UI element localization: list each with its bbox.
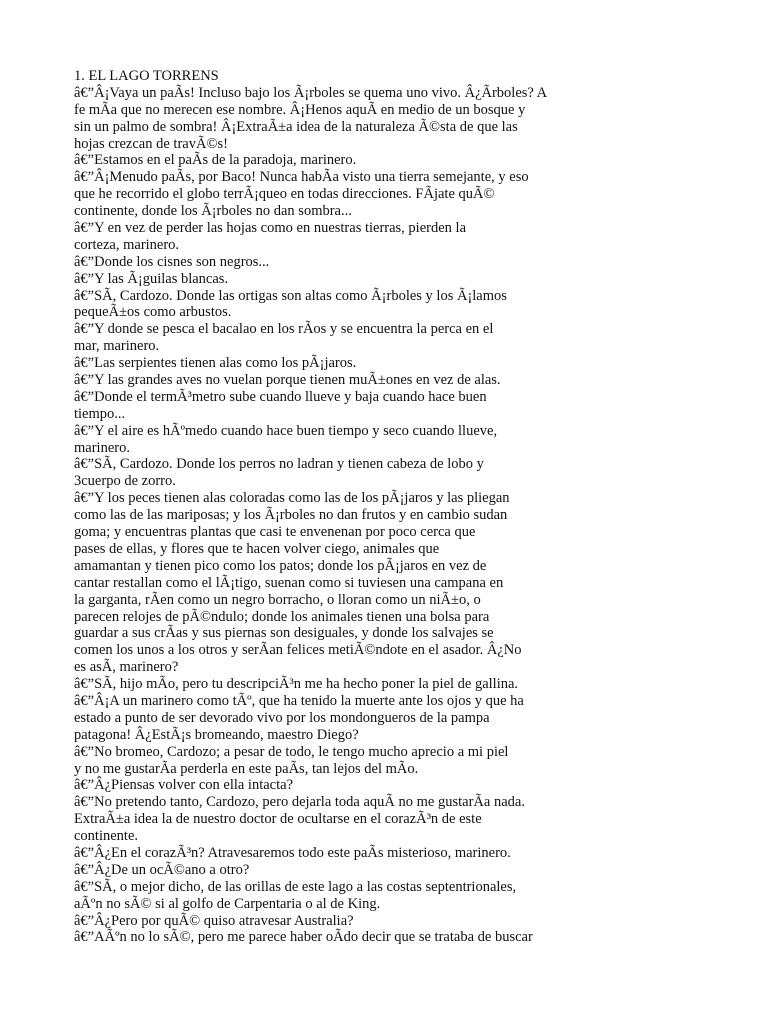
text-line: cantar restallan como el lÃ¡tigo, suenan como si tuviesen una campana en [74, 574, 504, 591]
text-line: â€”Y en vez de perder las hojas como en nuestras tierras, pierden la [74, 220, 467, 237]
text-line: â€”Â¿En el corazÃ³n? Atravesaremos todo este paÃs misterioso, marinero. [74, 844, 511, 861]
text-line: aÃºn no sÃ© si al golfo de Carpentaria o al de King. [74, 895, 381, 912]
text-line: â€”Las serpientes tienen alas como los pÃ¡jaros. [74, 355, 357, 372]
text-line: â€”AÃºn no lo sÃ©, pero me parece haber oÃdo decir que se trataba de buscar [74, 929, 533, 946]
text-line: patagona! Â¿EstÃ¡s bromeando, maestro Diego? [74, 726, 359, 743]
text-line: â€”Y donde se pesca el bacalao en los rÃos y se encuentra la perca en el [74, 321, 494, 338]
text-line: que he recorrido el globo terrÃ¡queo en todas direcciones. FÃjate quÃ© [74, 186, 495, 203]
text-line: mar, marinero. [74, 338, 160, 355]
text-line: â€”SÃ, o mejor dicho, de las orillas de este lago a las costas septentrionales, [74, 878, 517, 895]
text-line: pases de ellas, y flores que te hacen volver ciego, animales que [74, 540, 440, 557]
document-text [74, 68, 594, 946]
text-line: â€”Â¡A un marinero como tÃº, que ha tenido la muerte ante los ojos y que ha [74, 692, 524, 709]
text-line: y no me gustarÃa perderla en este paÃs, tan lejos del mÃo. [74, 760, 419, 777]
text-line: â€”No bromeo, Cardozo; a pesar de todo, le tengo mucho aprecio a mi piel [74, 743, 509, 760]
text-line: tiempo... [74, 405, 126, 422]
text-line: ExtraÃ±a idea la de nuestro doctor de ocultarse en el corazÃ³n de este [74, 811, 482, 828]
text-line: â€”SÃ, Cardozo. Donde los perros no ladran y tienen cabeza de lobo y [74, 456, 484, 473]
text-line: comen los unos a los otros y serÃan felices metiÃ©ndote en el asador. Â¿No [74, 642, 522, 659]
text-line: â€”Â¡Vaya un paÃs! Incluso bajo los Ã¡rboles se quema uno vivo. Â¿Ãrboles? A [74, 84, 548, 101]
text-line: como las de las mariposas; y los Ã¡rboles no dan frutos y en cambio sudan [74, 507, 508, 524]
text-line: â€”SÃ, hijo mÃo, pero tu descripciÃ³n me ha hecho poner la piel de gallina. [74, 676, 519, 693]
text-line: â€”Donde el termÃ³metro sube cuando llueve y baja cuando hace buen [74, 388, 487, 405]
text-line: â€”Y las grandes aves no vuelan porque tienen muÃ±ones en vez de alas. [74, 372, 501, 389]
text-line: la garganta, rÃen como un negro borracho, o lloran como un niÃ±o, o [74, 591, 481, 608]
text-line: fe mÃa que no merecen ese nombre. Â¡Henos aquÃ en medio de un bosque y [74, 101, 526, 118]
text-line: â€”Â¡Menudo paÃs, por Baco! Nunca habÃa visto una tierra semejante, y eso [74, 169, 529, 186]
text-line: â€”Estamos en el paÃs de la paradoja, marinero. [74, 152, 357, 169]
text-line: sin un palmo de sombra! Â¡ExtraÃ±a idea de la naturaleza Ã©sta de que las [74, 118, 518, 135]
text-line: continente. [74, 828, 139, 845]
text-line: marinero. [74, 439, 130, 456]
text-line: goma; y encuentras plantas que casi te envenenan por poco cerca que [74, 524, 476, 541]
text-line: parecen relojes de pÃ©ndulo; donde los animales tienen una bolsa para [74, 608, 490, 625]
text-line: â€”Â¿De un ocÃ©ano a otro? [74, 861, 250, 878]
text-line: â€”Y las Ã¡guilas blancas. [74, 270, 229, 287]
text-line: hojas crezcan de travÃ©s! [74, 135, 228, 152]
text-line: â€”Y los peces tienen alas coloradas como las de los pÃ¡jaros y las pliegan [74, 490, 510, 507]
text-line: guardar a sus crÃas y sus piernas son desiguales, y donde los salvajes se [74, 625, 494, 642]
text-line: â€”Y el aire es hÃºmedo cuando hace buen tiempo y seco cuando llueve, [74, 422, 498, 439]
text-line: 3cuerpo de zorro. [74, 473, 176, 490]
text-line: corteza, marinero. [74, 236, 180, 253]
text-line: â€”Donde los cisnes son negros... [74, 253, 270, 270]
text-line: amamantan y tienen pico como los patos; donde los pÃ¡jaros en vez de [74, 557, 487, 574]
text-line: â€”No pretendo tanto, Cardozo, pero dejarla toda aquÃ no me gustarÃa nada. [74, 794, 525, 811]
text-line: es asÃ, marinero? [74, 659, 179, 676]
chapter-heading: 1. EL LAGO TORRENS [74, 68, 219, 84]
text-line: â€”Â¿Piensas volver con ella intacta? [74, 777, 294, 794]
text-line: â€”Â¿Pero por quÃ© quiso atravesar Australia? [74, 912, 354, 929]
text-line: estado a punto de ser devorado vivo por los mondongueros de la pampa [74, 709, 490, 726]
text-line: â€”SÃ, Cardozo. Donde las ortigas son altas como Ã¡rboles y los Ã¡lamos [74, 287, 507, 304]
text-line: pequeÃ±os como arbustos. [74, 304, 232, 321]
text-line: continente, donde los Ã¡rboles no dan sombra... [74, 203, 352, 220]
